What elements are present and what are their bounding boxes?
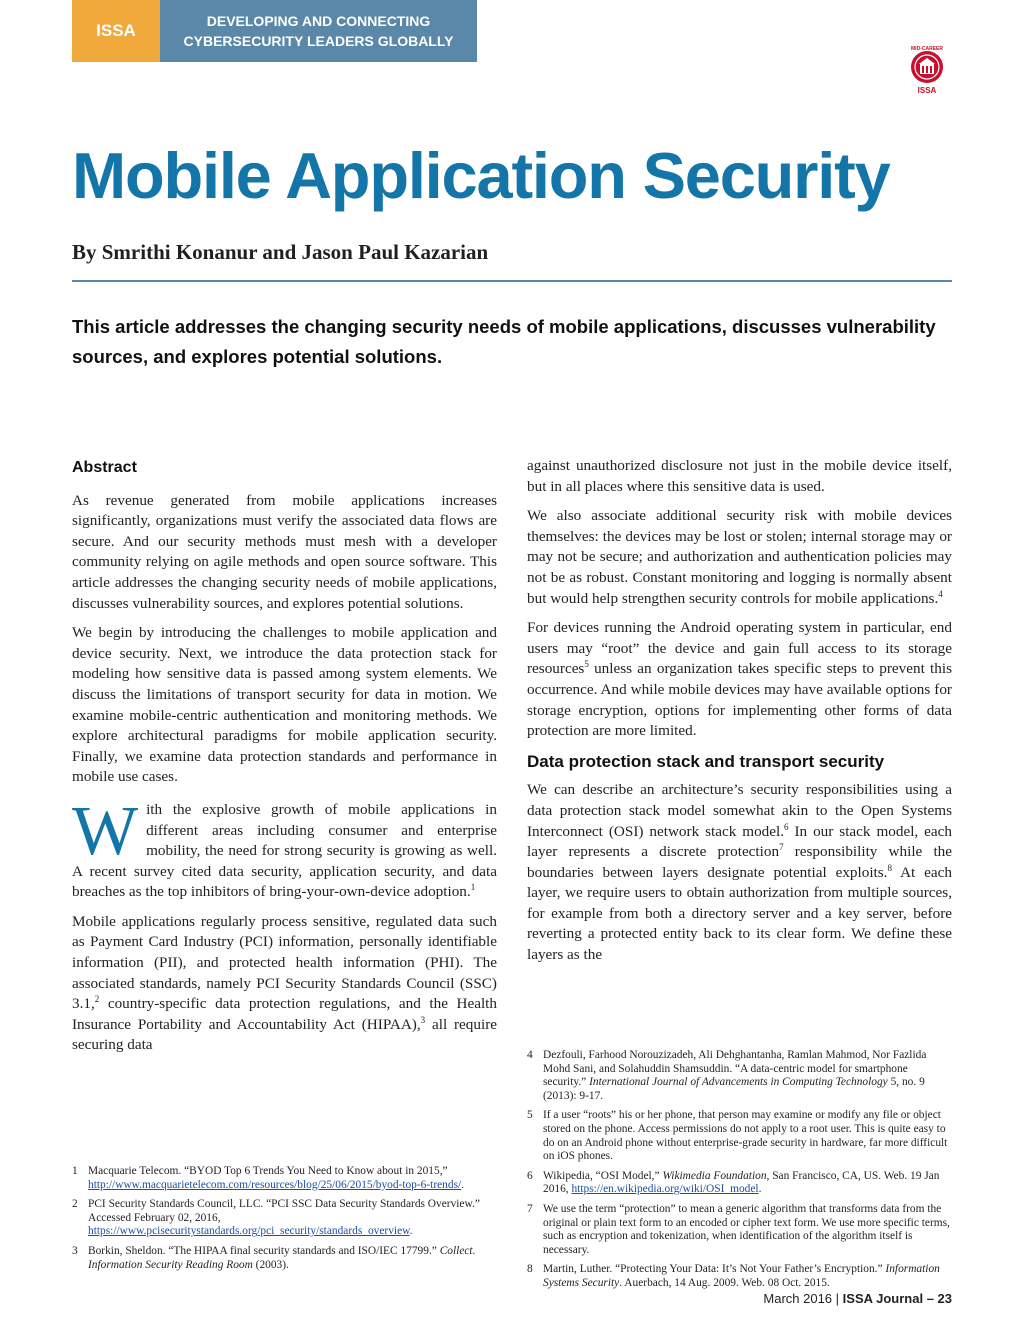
footnote-link[interactable]: https://en.wikipedia.org/wiki/OSI_model [571, 1183, 759, 1196]
footnote-tail: . [409, 1225, 413, 1238]
body-paragraph-1 [72, 792, 497, 903]
body-p2-a: Mobile applications regularly process sensitive, regulated data such as Payment Card Industry (PCI) information, personally identifiable information (PII), and protected health information (PHI). The associated standards, namely PCI Security Standards Council (SSC) 3.1, [72, 912, 497, 1013]
abstract-paragraph-1: As revenue generated from mobile applications increases significantly, organizations must verify the associated data flows are secure. And our security methods must mesh with a developer community relying on agile methods and open source software. This article addresses the changing security needs of mobile applications, discusses vulnerability sources, and explores potential solutions. [72, 491, 497, 612]
header-banner [72, 0, 477, 62]
footnote-text [88, 1165, 497, 1192]
tagline-line-2: CYBERSECURITY LEADERS GLOBALLY [183, 33, 454, 49]
footnote-body: Macquarie Telecom. “BYOD Top 6 Trends You Need to Know about in 2015,” [88, 1165, 448, 1177]
body-paragraph-r4 [527, 780, 952, 965]
body-paragraph-r3 [527, 618, 952, 742]
footnote-body: Borkin, Sheldon. “The HIPAA final security standards and ISO/IEC 17799.” [88, 1244, 440, 1257]
footnote-ref: 4 [938, 588, 943, 599]
badge-top-text: MID-CAREER [911, 46, 943, 52]
footnote-italic: Wikimedia Foundation [662, 1169, 767, 1182]
footnote-number: 5 [527, 1109, 533, 1122]
footer-separator: | [832, 1291, 843, 1306]
footnote-text [543, 1170, 952, 1197]
body-paragraph-r2 [527, 506, 952, 609]
footnote [527, 1263, 952, 1290]
mid-career-badge-icon [902, 44, 952, 96]
footnote-italic: Collect. Information Security Reading Room [88, 1244, 476, 1271]
footnote-number: 1 [72, 1165, 78, 1177]
article-title: Mobile Application Security [72, 139, 890, 212]
footnote [72, 1198, 497, 1239]
footnote-italic: International Journal of Advancements in Computing Technology [589, 1076, 888, 1089]
footnote-number: 6 [527, 1169, 533, 1182]
drop-cap: W [72, 792, 139, 870]
footnote-number: 2 [72, 1198, 78, 1211]
footnote-mid: , San Francisco, CA, US. Web. 19 Jan 2016, [543, 1169, 940, 1196]
footnote-body: Wikipedia, “OSI Model,” [543, 1169, 663, 1182]
footnote-ref: 3 [420, 1014, 426, 1025]
page-footer [763, 1291, 952, 1306]
footnote [527, 1049, 952, 1103]
footnote-ref: 1 [470, 882, 476, 893]
footnote-text [88, 1198, 497, 1239]
footnote-tail: 5, no. 9 (2013): 9-17. [543, 1076, 925, 1102]
footnote-text [543, 1049, 952, 1103]
footnote-link[interactable]: https://www.pcisecuritystandards.org/pci_security/standards_overview [88, 1225, 410, 1238]
footnotes-right [527, 1049, 952, 1297]
body-r3-a: For devices running the Android operating system in particular, end users may “root” the device and gain full access to its storage resources [527, 619, 952, 678]
footnote-ref: 5 [584, 659, 589, 670]
footnote-number: 8 [527, 1263, 533, 1276]
footnote-tail: . [758, 1183, 762, 1196]
section-heading: Data protection stack and transport security [527, 751, 885, 771]
footer-journal: ISSA Journal – 23 [842, 1291, 952, 1306]
footnote-body: Martin, Luther. “Protecting Your Data: It’s Not Your Father’s Encryption.” [543, 1263, 886, 1276]
footnotes-left [72, 1165, 497, 1278]
left-column [72, 458, 497, 1065]
body-r4-a: We can describe an architecture’s security responsibilities using a data protection stack model somewhat akin to the Open Systems Interconnect (OSI) network stack model. [527, 781, 952, 840]
footnote-tail: . Auerbach, 14 Aug. 2009. Web. 08 Oct. 2015. [619, 1276, 830, 1289]
footnote-text: If a user “roots” his or her phone, that person may examine or modify any file or object stored on the phone. Access permissions do not apply to a root user. This is quite easy to do on an Android phone without enterprise-grade security in hardware, far more difficult on iOS phones. [543, 1109, 948, 1163]
abstract-paragraph-2: We begin by introducing the challenges to mobile application and device security. Next, we introduce the data protection stack for modeling how sensitive data is passed among system elements. We discuss the limitations of transport security for data in motion. We examine mobile-centric authentication and monitoring methods. We explore architectural paradigms for mobile application security. Finally, we examine data protection standards and performance in mobile use cases. [72, 624, 497, 786]
footnote-text [88, 1245, 497, 1272]
footnote-italic: Information Systems Security [543, 1263, 940, 1289]
body-p2-b: country-specific data protection regulations, and the Health Insurance Portability and Accountability Act (HIPAA), [72, 995, 497, 1033]
body-r4-c: responsibility while the boundaries between layers designate potential exploits. [527, 843, 952, 881]
footnote-ref: 7 [779, 842, 784, 853]
footnote-number: 3 [72, 1244, 78, 1257]
footnote [527, 1170, 952, 1197]
body-r4-d: At each layer, we require users to obtain authorization from multiple sources, for example from both a directory server and a key server, before reverting a protected entity back to its clear form. We define these layers as the [527, 863, 952, 964]
footnote-ref: 8 [887, 862, 892, 873]
footnote-tail: . [461, 1178, 465, 1191]
body-r3-b: unless an organization takes specific steps to prevent this occurrence. And while mobile devices may have available options for storage encryption, options for implementing other forms of data protection are more limited. [527, 660, 952, 740]
body-paragraph-r1: against unauthorized disclosure not just in the mobile device itself, but in all places where this sensitive data is used. [527, 457, 952, 495]
abstract-heading: Abstract [72, 459, 137, 476]
body-r4-b: In our stack model, each layer represents a discrete protection [527, 822, 952, 861]
banner-tagline [160, 0, 477, 62]
footnote-tail: (2003). [252, 1258, 289, 1271]
footnote-text [543, 1263, 952, 1290]
footnote-number: 4 [527, 1049, 533, 1061]
footer-date: March 2016 [763, 1291, 833, 1306]
footnote-ref: 6 [784, 821, 789, 832]
divider-rule [72, 280, 952, 282]
body-paragraph-2 [72, 912, 497, 1056]
footnote [72, 1245, 497, 1272]
body-r2-text: We also associate additional security risk with mobile devices themselves: the devices may be lost or stolen; internal storage may or may not be secure; and authorization and authentication policies may not be as robust. Constant monitoring and logging is normally absent but would help strengthen security controls for mobile applications. [527, 507, 952, 607]
body-p2-c: all require securing data [72, 1015, 497, 1054]
footnote-body: Dezfouli, Farhood Norouzizadeh, Ali Dehghantanha, Ramlan Mahmod, Nor Fazlida Mohd Sani, and Solahuddin Shamsuddin. “A data-centric model for smartphone security.” [543, 1049, 927, 1089]
footnote-ref: 2 [94, 994, 100, 1005]
footnote-link[interactable]: http://www.macquarietelecom.com/resources/blog/25/06/2015/byod-top-6-trends/ [88, 1178, 462, 1191]
footnote-body: PCI Security Standards Council, LLC. “PCI SSC Data Security Standards Overview.” Accessed February 02, 2016, [88, 1198, 480, 1224]
tagline-line-1: DEVELOPING AND CONNECTING [206, 13, 431, 29]
footnote-text: We use the term “protection” to mean a generic algorithm that transforms data from the original or plain text form to an encoded or cipher text form. We use more specific terms, such as encryption and tokenization, when identification of the algorithm itself is necessary. [543, 1202, 950, 1256]
byline: By Smrithi Konanur and Jason Paul Kazarian [72, 240, 489, 264]
article-deck: This article addresses the changing security needs of mobile applications, discusses vulnerability sources, and explores potential solutions. [72, 316, 936, 367]
footnote [527, 1203, 952, 1257]
right-column [527, 456, 952, 975]
footnote [527, 1109, 952, 1163]
footnote [72, 1165, 497, 1192]
badge-bottom-text: ISSA [917, 86, 937, 95]
footnote-number: 7 [527, 1202, 533, 1215]
body-p1-text: ith the explosive growth of mobile applications in different areas including consumer and enterprise mobility, the need for strong security is growing as well. A recent survey cited data security, application security, and data breaches as the top inhibitors of bring-your-own-device adoption. [72, 800, 497, 901]
issa-tab: ISSA [72, 0, 160, 62]
